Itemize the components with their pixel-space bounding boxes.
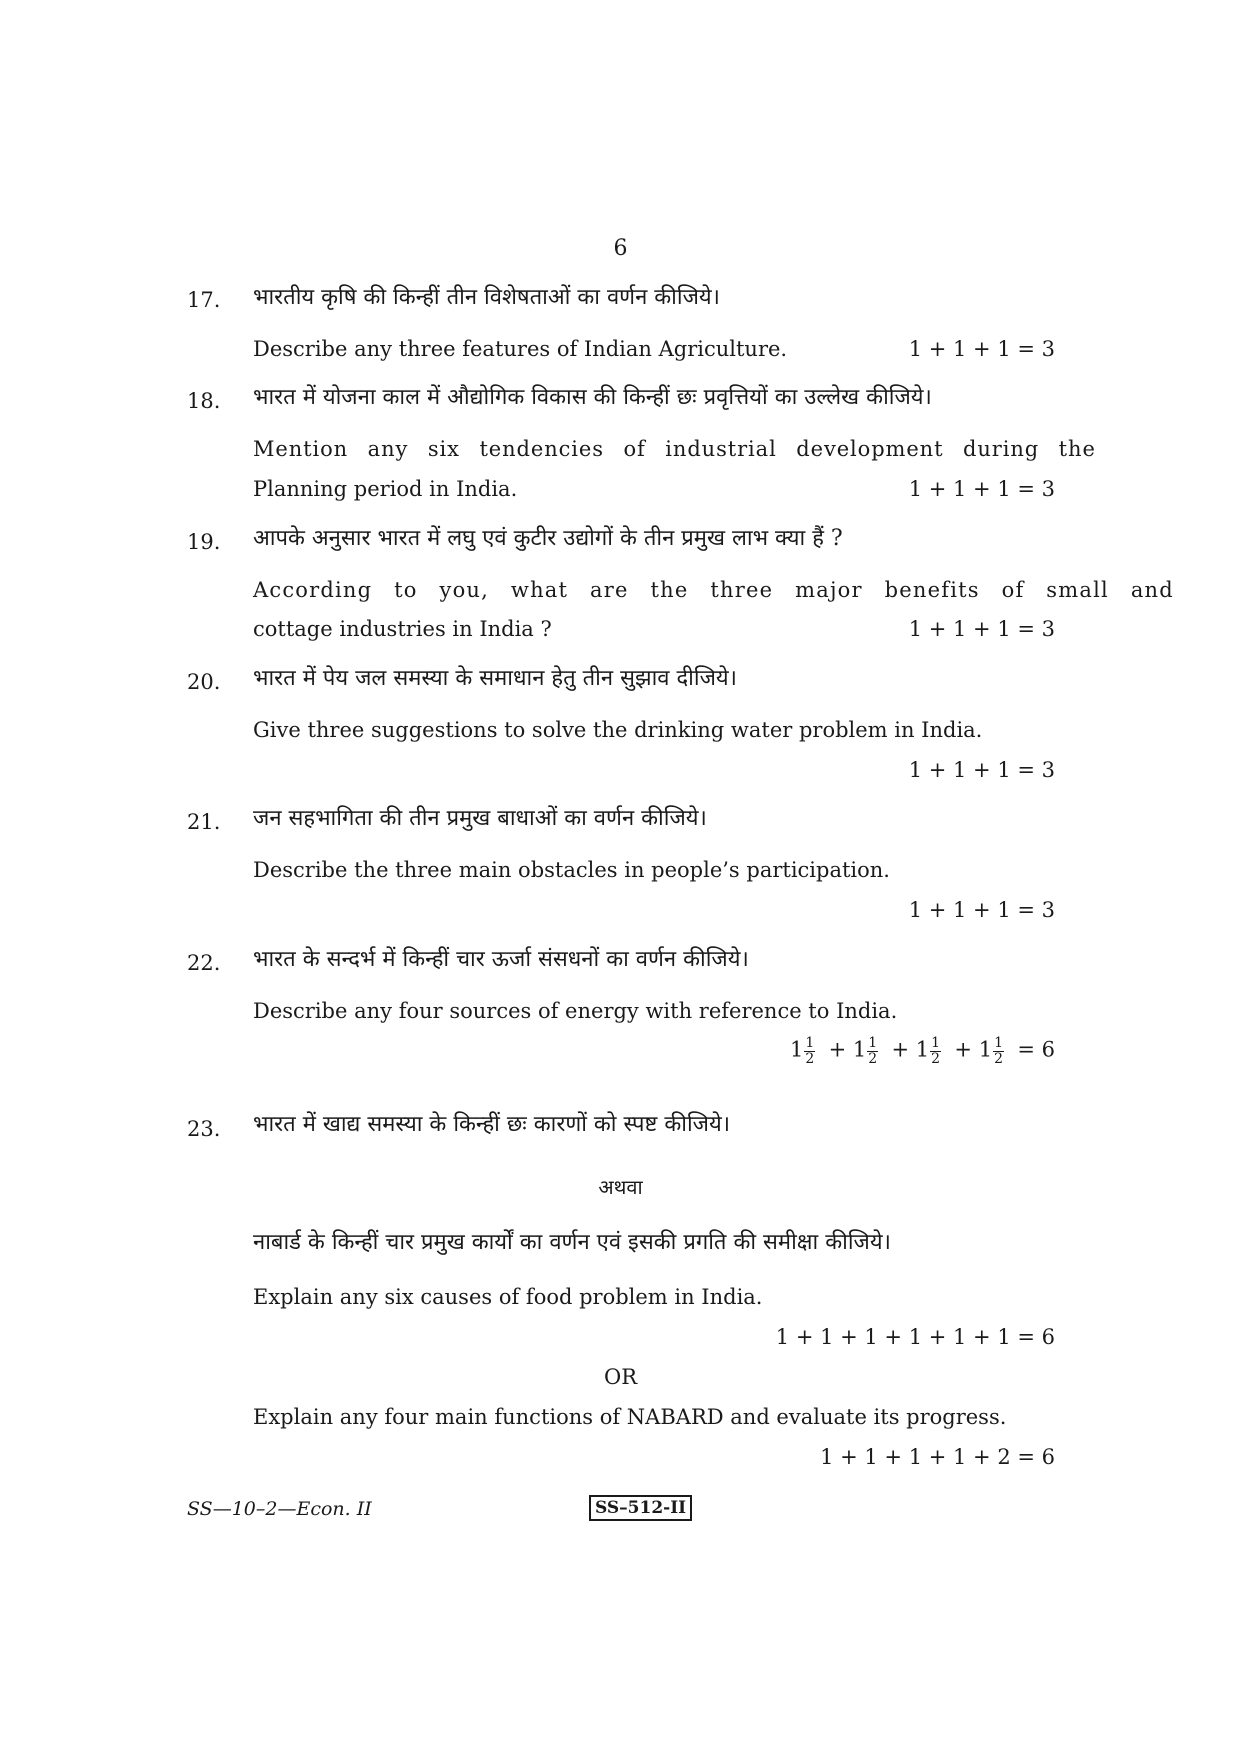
question-hindi: भारत में योजना काल में औद्योगिक विकास की किन्हीं छः प्रवृत्तियों का उल्लेख कीजिये।: [253, 385, 932, 410]
question-number: 20.: [187, 670, 221, 694]
question-number: 23.: [187, 1117, 221, 1141]
question-english: Planning period in India.: [253, 477, 518, 501]
question-number: 19.: [187, 530, 221, 554]
question-marks: 1 + 1 + 1 = 3: [908, 337, 1055, 361]
question-english: cottage industries in India ?: [253, 617, 552, 641]
question-hindi: भारत के सन्दर्भ में किन्हीं चार ऊर्जा संसधनों का वर्णन कीजिये।: [253, 947, 749, 972]
hindi-or-divider: अथवा: [598, 1175, 643, 1199]
question-marks-fractional: 1 $\frac{1}{2}$ + 1 $\frac{1}{2}$ + 1 $\frac{1}{2}$ + 1 $\frac{1}{2}$ = 6: [789, 1035, 1055, 1067]
english-or-divider: OR: [603, 1365, 638, 1389]
marks-whole: 1: [852, 1037, 867, 1062]
marks-whole: 1: [978, 1037, 993, 1062]
marks-fraction: $\frac{1}{2}$: [868, 1035, 878, 1067]
question-english: Mention any six tendencies of industrial development during the: [253, 437, 1096, 461]
question-hindi: आपके अनुसार भारत में लघु एवं कुटीर उद्योगों के तीन प्रमुख लाभ क्या हैं ?: [253, 526, 843, 551]
question-english: Describe the three main obstacles in people’s participation.: [253, 858, 890, 882]
question-marks: 1 + 1 + 1 + 1 + 1 + 1 = 6: [775, 1325, 1055, 1349]
marks-total: = 6: [1017, 1037, 1055, 1062]
question-english: Describe any three features of Indian Agriculture.: [253, 337, 788, 361]
question-english: Explain any six causes of food problem in India.: [253, 1285, 763, 1309]
question-marks-alternative: 1 + 1 + 1 + 1 + 2 = 6: [820, 1445, 1055, 1469]
marks-whole: 1: [789, 1037, 804, 1062]
question-hindi: भारतीय कृषि की किन्हीं तीन विशेषताओं का वर्णन कीजिये।: [253, 285, 720, 310]
question-number: 17.: [187, 288, 221, 312]
footer-boxed-code: SS–512-II: [589, 1495, 692, 1521]
question-hindi: भारत में खाद्य समस्या के किन्हीं छः कारणों को स्पष्ट कीजिये।: [253, 1112, 731, 1137]
question-marks: 1 + 1 + 1 = 3: [908, 758, 1055, 782]
question-hindi-alternative: नाबार्ड के किन्हीं चार प्रमुख कार्यों का वर्णन एवं इसकी प्रगति की समीक्षा कीजिये।: [253, 1230, 891, 1255]
question-hindi: जन सहभागिता की तीन प्रमुख बाधाओं का वर्णन कीजिये।: [253, 806, 707, 831]
question-english-alternative: Explain any four main functions of NABARD and evaluate its progress.: [253, 1405, 1007, 1429]
question-marks: 1 + 1 + 1 = 3: [908, 898, 1055, 922]
question-english: According to you, what are the three major benefits of small and: [253, 578, 1174, 602]
marks-whole: 1: [915, 1037, 930, 1062]
footer-paper-code: SS—10–2—Econ. II: [187, 1498, 372, 1520]
question-number: 21.: [187, 810, 221, 834]
question-number: 18.: [187, 389, 221, 413]
page-number: 6: [613, 236, 628, 261]
marks-fraction: $\frac{1}{2}$: [994, 1035, 1003, 1067]
question-marks: 1 + 1 + 1 = 3: [908, 617, 1055, 641]
question-english: Give three suggestions to solve the drinking water problem in India.: [253, 718, 983, 742]
question-number: 22.: [187, 951, 221, 975]
marks-fraction: $\frac{1}{2}$: [931, 1035, 941, 1067]
marks-fraction: $\frac{1}{2}$: [805, 1035, 815, 1067]
question-english: Describe any four sources of energy with reference to India.: [253, 999, 898, 1023]
question-marks: 1 + 1 + 1 = 3: [908, 477, 1055, 501]
question-hindi: भारत में पेय जल समस्या के समाधान हेतु तीन सुझाव दीजिये।: [253, 666, 737, 691]
